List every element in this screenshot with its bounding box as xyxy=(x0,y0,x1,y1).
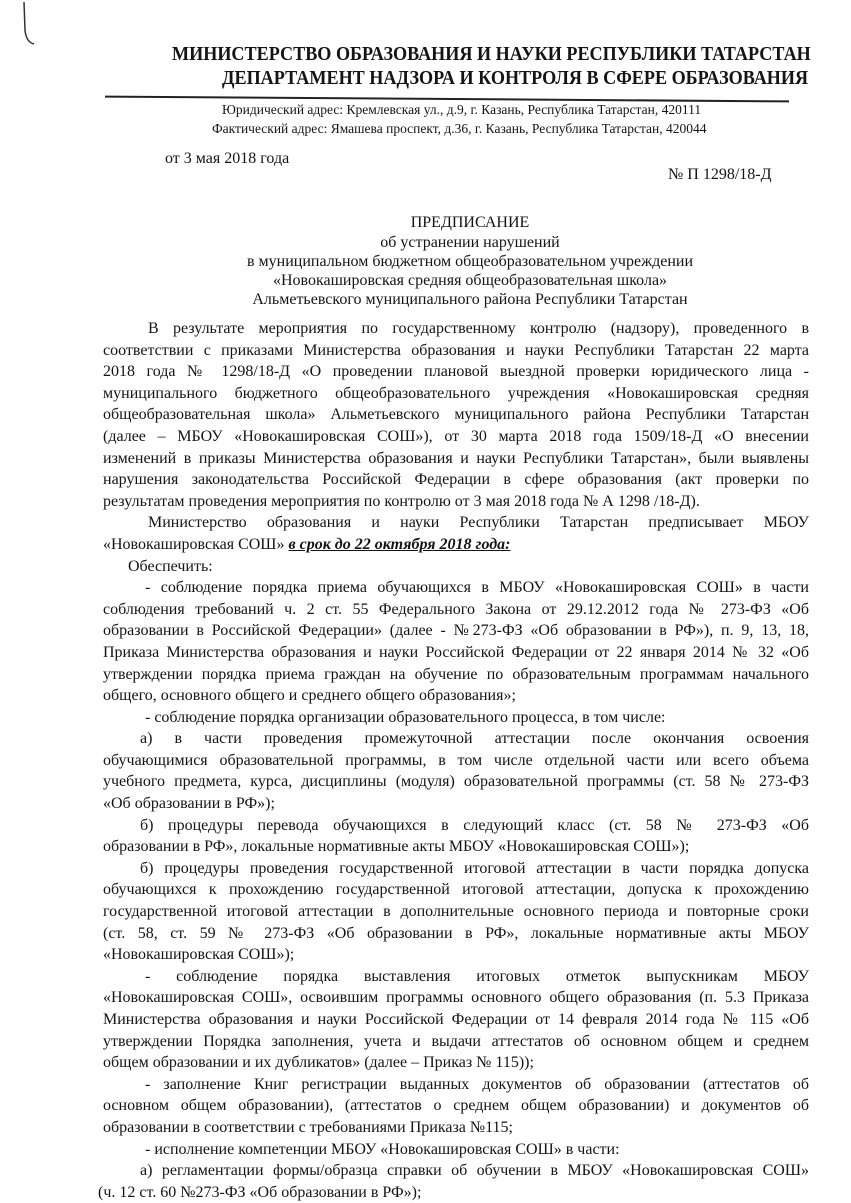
body-line: - исполнение компетенции МБОУ «Новокашировская СОШ» в части: xyxy=(145,1140,620,1158)
body-line: общего, основного общего и среднего общего образования»; xyxy=(103,687,516,705)
body-line: образовании в соответствии с требованиями Приказа №115; xyxy=(103,1118,513,1136)
body-line: обучающимися образовательной программы, в том числе отдельной части или всего объема xyxy=(103,751,809,769)
body-line: б) процедуры перевода обучающихся в следующий класс (ст. 58 № 273-ФЗ «Об xyxy=(140,816,809,834)
body-line: - соблюдение порядка приема обучающихся в МБОУ «Новокашировская СОШ» в части xyxy=(145,579,809,597)
body-line: учебного предмета, курса, дисциплины (модуля) образовательной программы (ст. 58 № 273-ФЗ xyxy=(103,773,809,791)
body-line: образовании в РФ», локальные нормативные акты МБОУ «Новокашировская СОШ»); xyxy=(103,838,690,856)
body-line: муниципального бюджетного общеобразовательного учреждения «Новокашировская средняя xyxy=(103,384,809,402)
document-body xyxy=(98,318,809,1203)
body-line: «Новокашировская СОШ», освоившим программы основного общего образования (п. 5.3 Приказа xyxy=(103,989,809,1007)
body-line: соответствии с приказами Министерства образования и науки Республики Татарстан 22 марта xyxy=(103,341,809,359)
body-line: б) процедуры проведения государственной итоговой аттестации в части порядка допуска xyxy=(140,859,809,877)
title-line-2: в муниципальном бюджетном общеобразовательном учреждении xyxy=(246,253,694,270)
body-line: - соблюдение порядка выставления итоговых отметок выпускникам МБОУ xyxy=(145,967,809,985)
body-line: основном общем образовании), (аттестатов о среднем общем образовании) и документов об xyxy=(103,1097,809,1115)
body-line: Министерства образования и науки Российской Федерации от 14 февраля 2014 года № 115 «Об xyxy=(103,1011,809,1028)
body-line: общеобразовательная школа» Альметьевского муниципального района Республики Татарстан xyxy=(103,406,809,424)
document-number: № П 1298/18-Д xyxy=(668,166,772,183)
department-name: ДЕПАРТАМЕНТ НАДЗОРА И КОНТРОЛЯ В СФЕРЕ ОБРАЗОВАНИЯ xyxy=(222,68,809,89)
title-line-3: «Новокашировская средняя общеобразовательная школа» xyxy=(272,272,668,289)
deadline: в срок до 22 октября 2018 года: xyxy=(288,535,511,553)
document-date: от 3 мая 2018 года xyxy=(165,150,290,167)
body-line: государственной итоговой аттестации в дополнительные основного периода и повторные сроки xyxy=(103,903,809,921)
title-line-4: Альметьевского муниципального района Республики Татарстан xyxy=(252,291,688,308)
body-line: общем образовании и их дубликатов» (далее – Приказ № 115)); xyxy=(103,1054,534,1072)
body-line: (ст. 58, ст. 59 № 273-ФЗ «Об образовании в РФ», локальные нормативные акты МБОУ xyxy=(103,924,809,942)
body-line: (ч. 12 ст. 60 №273-ФЗ «Об образовании в РФ»); xyxy=(98,1183,422,1201)
body-line: образовании в Российской Федерации» (далее - №273-ФЗ «Об образовании в РФ»), п. 9, 13, 18, xyxy=(103,622,809,640)
body-line: «Об образовании в РФ»); xyxy=(103,795,275,813)
body-line: нарушения законодательства Российской Федерации в сфере образования (акт проверки по xyxy=(103,471,809,489)
body-line: - соблюдение порядка организации образовательного процесса, в том числе: xyxy=(145,708,666,726)
document-title: ПРЕДПИСАНИЕ xyxy=(410,214,530,231)
body-line: обучающихся к прохождению государственной итоговой аттестации, допуска к прохождению xyxy=(103,881,809,899)
body-line: - заполнение Книг регистрации выданных документов об образовании (аттестатов об xyxy=(145,1075,809,1093)
legal-address: Юридический адрес: Кремлевская ул., д.9, г. Казань, Республика Татарстан, 420111 xyxy=(222,102,702,117)
title-line-1: об устранении нарушений xyxy=(380,234,560,251)
actual-address: Фактический адрес: Ямашева проспект, д.36, г. Казань, Республика Татарстан, 420044 xyxy=(212,121,707,136)
org-name: МИНИСТЕРСТВО ОБРАЗОВАНИЯ И НАУКИ РЕСПУБЛИКИ ТАТАРСТАН xyxy=(172,44,811,65)
body-line: «Новокашировская СОШ»); xyxy=(103,946,295,964)
body-line: а) регламентации формы/образца справки об обучении в МБОУ «Новокашировская СОШ» xyxy=(140,1162,809,1180)
body-line: результатам проведения мероприятия по контролю от 3 мая 2018 года № А 1298 /18-Д). xyxy=(103,492,700,510)
body-line: утверждении порядка приема граждан на обучение по образовательным программам начального xyxy=(103,665,809,683)
body-line: В результате мероприятия по государственному контролю (надзору), проведенного в xyxy=(148,320,809,337)
handwritten-mark xyxy=(10,0,40,50)
body-line: а) в части проведения промежуточной аттестации после окончания освоения xyxy=(140,730,809,748)
body-line: Приказа Министерства образования и науки Российской Федерации от 22 января 2014 № 32 «Об xyxy=(103,643,809,661)
body-line: соблюдения требований ч. 2 ст. 55 Федерального Закона от 29.12.2012 года № 273-ФЗ «Об xyxy=(103,600,809,618)
body-line: Министерство образования и науки Республики Татарстан предписывает МБОУ xyxy=(148,514,809,532)
body-line: 2018 года № 1298/18-Д «О проведении плановой выездной проверки юридического лица - xyxy=(103,363,809,381)
school-name: «Новокашировская СОШ» xyxy=(103,535,285,553)
body-line: изменений в приказы Министерства образования и науки Республики Татарстан», были выявлены xyxy=(103,449,809,467)
body-line: Обеспечить: xyxy=(128,557,213,575)
body-line xyxy=(103,534,809,556)
body-line: (далее – МБОУ «Новокашировская СОШ»), от 30 марта 2018 года 1509/18-Д «О внесении xyxy=(103,427,809,445)
body-line: утверждении Порядка заполнения, учета и выдачи аттестатов об основном общем и среднем xyxy=(103,1032,809,1050)
